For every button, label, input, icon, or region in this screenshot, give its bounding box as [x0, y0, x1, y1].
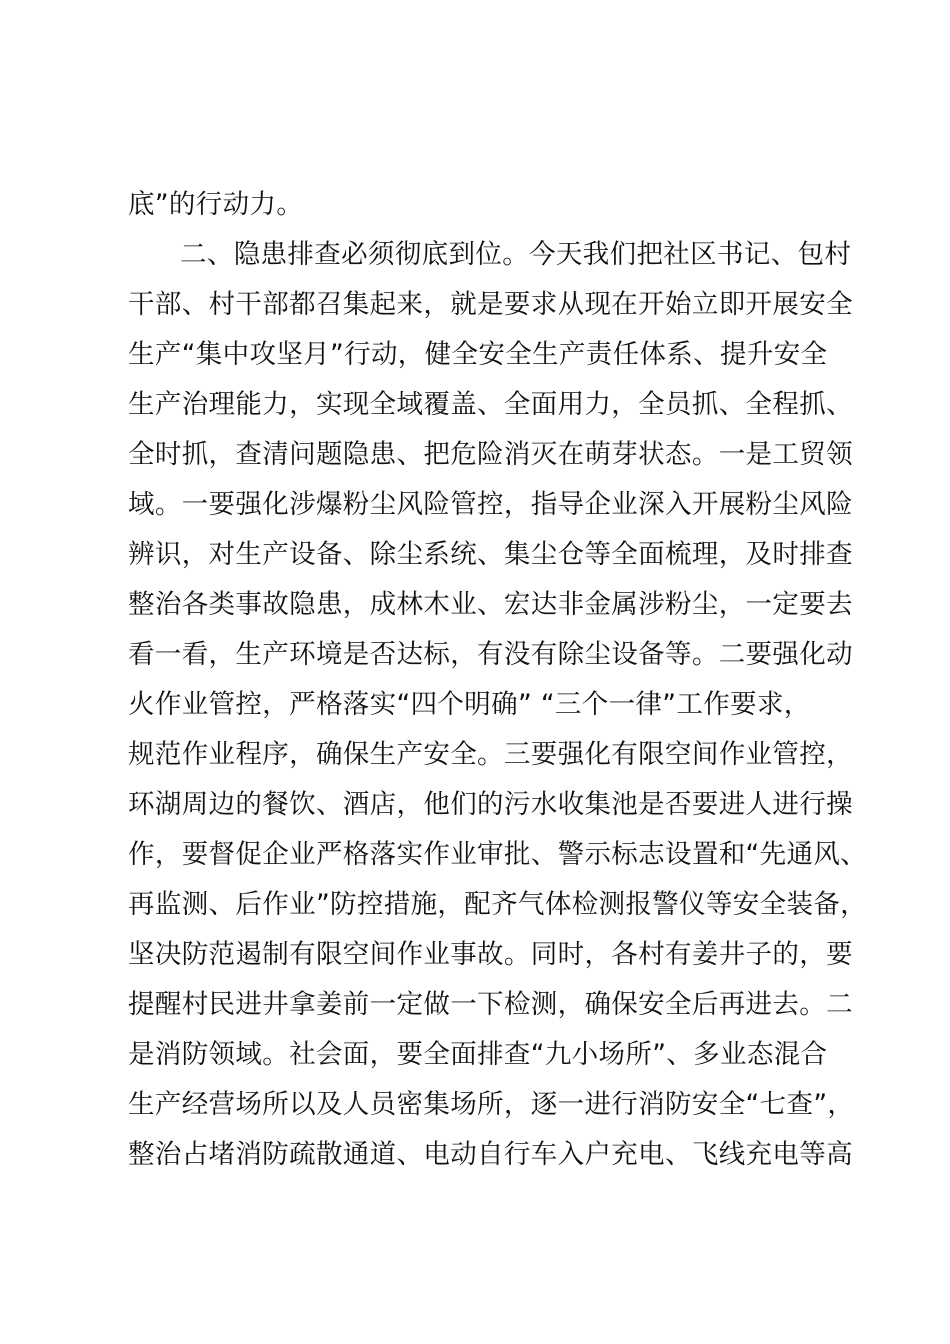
text-line-7: 域。一要强化涉爆粉尘风险管控，指导企业深入开展粉尘风险: [128, 489, 853, 520]
text-line-17: 提醒村民进井拿姜前一定做一下检测，确保安全后再进去。二: [128, 989, 853, 1020]
text-line-11: 火作业管控，严格落实“四个明确” “三个一律”工作要求，: [128, 689, 811, 720]
text-line-6: 全时抓，查清问题隐患、把危险消灭在萌芽状态。一是工贸领: [128, 439, 853, 470]
text-line-10: 看一看，生产环境是否达标，有没有除尘设备等。二要强化动: [128, 639, 853, 670]
text-line-1: 底”的行动力。: [128, 189, 304, 220]
text-line-9: 整治各类事故隐患，成林木业、宏达非金属涉粉尘，一定要去: [128, 589, 853, 620]
text-line-14: 作，要督促企业严格落实作业审批、警示标志设置和“先通风、: [128, 839, 868, 870]
text-line-13: 环湖周边的餐饮、酒店，他们的污水收集池是否要进人进行操: [128, 789, 853, 820]
paragraph-two-first-line: 二、隐患排查必须彻底到位。今天我们把社区书记、包村: [180, 239, 852, 270]
text-line-5: 生产治理能力，实现全域覆盖、全面用力，全员抓、全程抓、: [128, 389, 853, 420]
text-line-20: 整治占堵消防疏散通道、电动自行车入户充电、飞线充电等高: [128, 1139, 853, 1170]
text-line-3: 干部、村干部都召集起来，就是要求从现在开始立即开展安全: [128, 289, 853, 320]
text-line-4: 生产“集中攻坚月”行动，健全安全生产责任体系、提升安全: [128, 339, 828, 370]
text-line-12: 规范作业程序，确保生产安全。三要强化有限空间作业管控，: [128, 739, 853, 770]
text-line-15: 再监测、后作业”防控措施，配齐气体检测报警仪等安全装备，: [128, 889, 868, 920]
text-line-18: 是消防领域。社会面，要全面排查“九小场所”、多业态混合: [128, 1039, 828, 1070]
text-line-16: 坚决防范遏制有限空间作业事故。同时，各村有姜井子的，要: [128, 939, 853, 970]
text-line-19: 生产经营场所以及人员密集场所，逐一进行消防安全“七查”，: [128, 1089, 855, 1120]
text-line-8: 辨识，对生产设备、除尘系统、集尘仓等全面梳理，及时排查: [128, 539, 853, 570]
